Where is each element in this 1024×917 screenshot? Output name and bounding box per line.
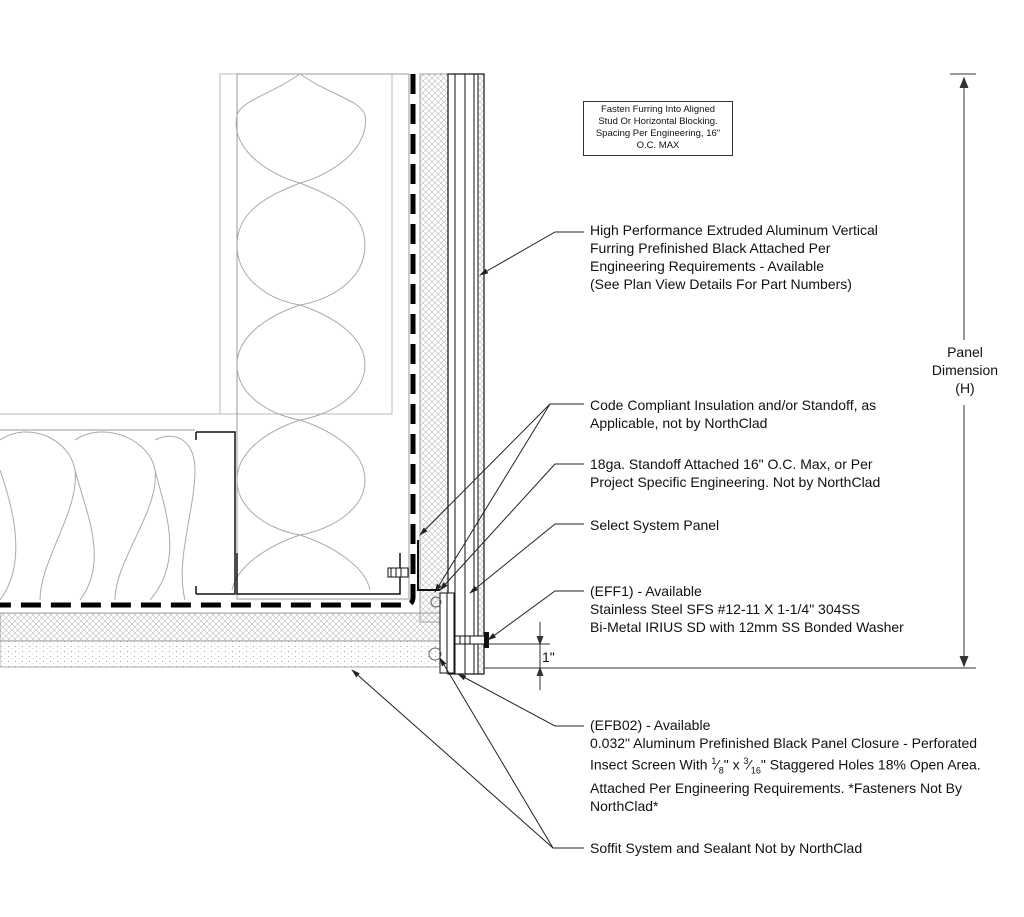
box-note-line: Spacing Per Engineering, 16"	[595, 128, 721, 139]
box-note-line: Stud Or Horizontal Blocking.	[598, 116, 718, 127]
callout-text: " x	[723, 756, 744, 773]
efb02-callout	[590, 716, 981, 815]
vertical-wall-insulation	[220, 74, 409, 599]
box-note-line: O.C. MAX	[636, 140, 680, 151]
stud-screw-1	[388, 568, 408, 577]
callout-line: (EFF1) - Available	[590, 583, 702, 599]
callout-line: 18ga. Standoff Attached 16" O.C. Max, or Per	[590, 456, 873, 472]
soffit-insulation	[0, 414, 220, 600]
dimension-text: Panel	[947, 344, 983, 360]
callout-line: Attached Per Engineering Requirements. *Fasteners Not By	[590, 780, 962, 797]
callout-line: Bi-Metal IRIUS SD with 12mm SS Bonded Washer	[590, 619, 904, 635]
callout-line: Furring Prefinished Black Attached Per	[590, 240, 831, 256]
horizontal-sheathing	[0, 613, 440, 641]
soffit-finish	[0, 641, 440, 667]
callout-line: 0.032" Aluminum Prefinished Black Panel Closure - Perforated	[590, 735, 978, 751]
insulation-callout	[590, 396, 876, 432]
one-inch-label: 1"	[542, 649, 555, 665]
callout-line: (See Plan View Details For Part Numbers)	[590, 276, 852, 292]
panel-callout	[590, 516, 719, 534]
dimension-text: (H)	[955, 380, 975, 396]
callout-line: Engineering Requirements - Available	[590, 258, 824, 274]
one-inch-dimension	[488, 622, 550, 690]
dimension-text: Dimension	[931, 362, 999, 378]
fraction-denominator: 16	[750, 765, 761, 776]
callout-line: (EFB02) - Available	[590, 717, 711, 733]
panel-dimension-label	[925, 343, 1005, 397]
soffit-callout	[590, 839, 862, 857]
callout-line: High Performance Extruded Aluminum Vertical	[590, 222, 878, 238]
box-note-line: Fasten Furring Into Aligned	[600, 104, 716, 115]
eff1-callout	[590, 582, 904, 636]
fraction-denominator: 8	[718, 765, 724, 776]
vertical-sheathing	[420, 74, 448, 622]
callout-line: Applicable, not by NorthClad	[590, 415, 768, 431]
callout-text: Insect Screen With	[590, 756, 712, 773]
callout-line: Code Compliant Insulation and/or Standoff, as	[590, 397, 877, 413]
callout-line: Select System Panel	[590, 517, 720, 533]
callout-text: " Staggered Holes 18% Open Area.	[760, 756, 981, 773]
fraction-numerator: 3	[743, 756, 749, 766]
furring-callout	[590, 221, 878, 293]
callout-line: NorthClad*	[590, 798, 659, 815]
steel-studs	[196, 432, 400, 594]
callout-line: Soffit System and Sealant Not by NorthClad	[590, 840, 863, 856]
fraction-numerator: 1	[711, 756, 717, 766]
standoff-callout	[590, 455, 880, 491]
callout-line: Stainless Steel SFS #12-11 X 1-1/4" 304SS	[590, 601, 861, 617]
fastening-note-box	[583, 101, 733, 156]
panel-dimension-line	[484, 74, 976, 668]
callout-line: Project Specific Engineering. Not by NorthClad	[590, 474, 881, 490]
sealant-backer-rod	[429, 648, 441, 660]
callout-line: Insect Screen With $^1⁄_8$" x $^3⁄_{16}$" Staggered Holes 18% Open Area.	[590, 756, 981, 776]
